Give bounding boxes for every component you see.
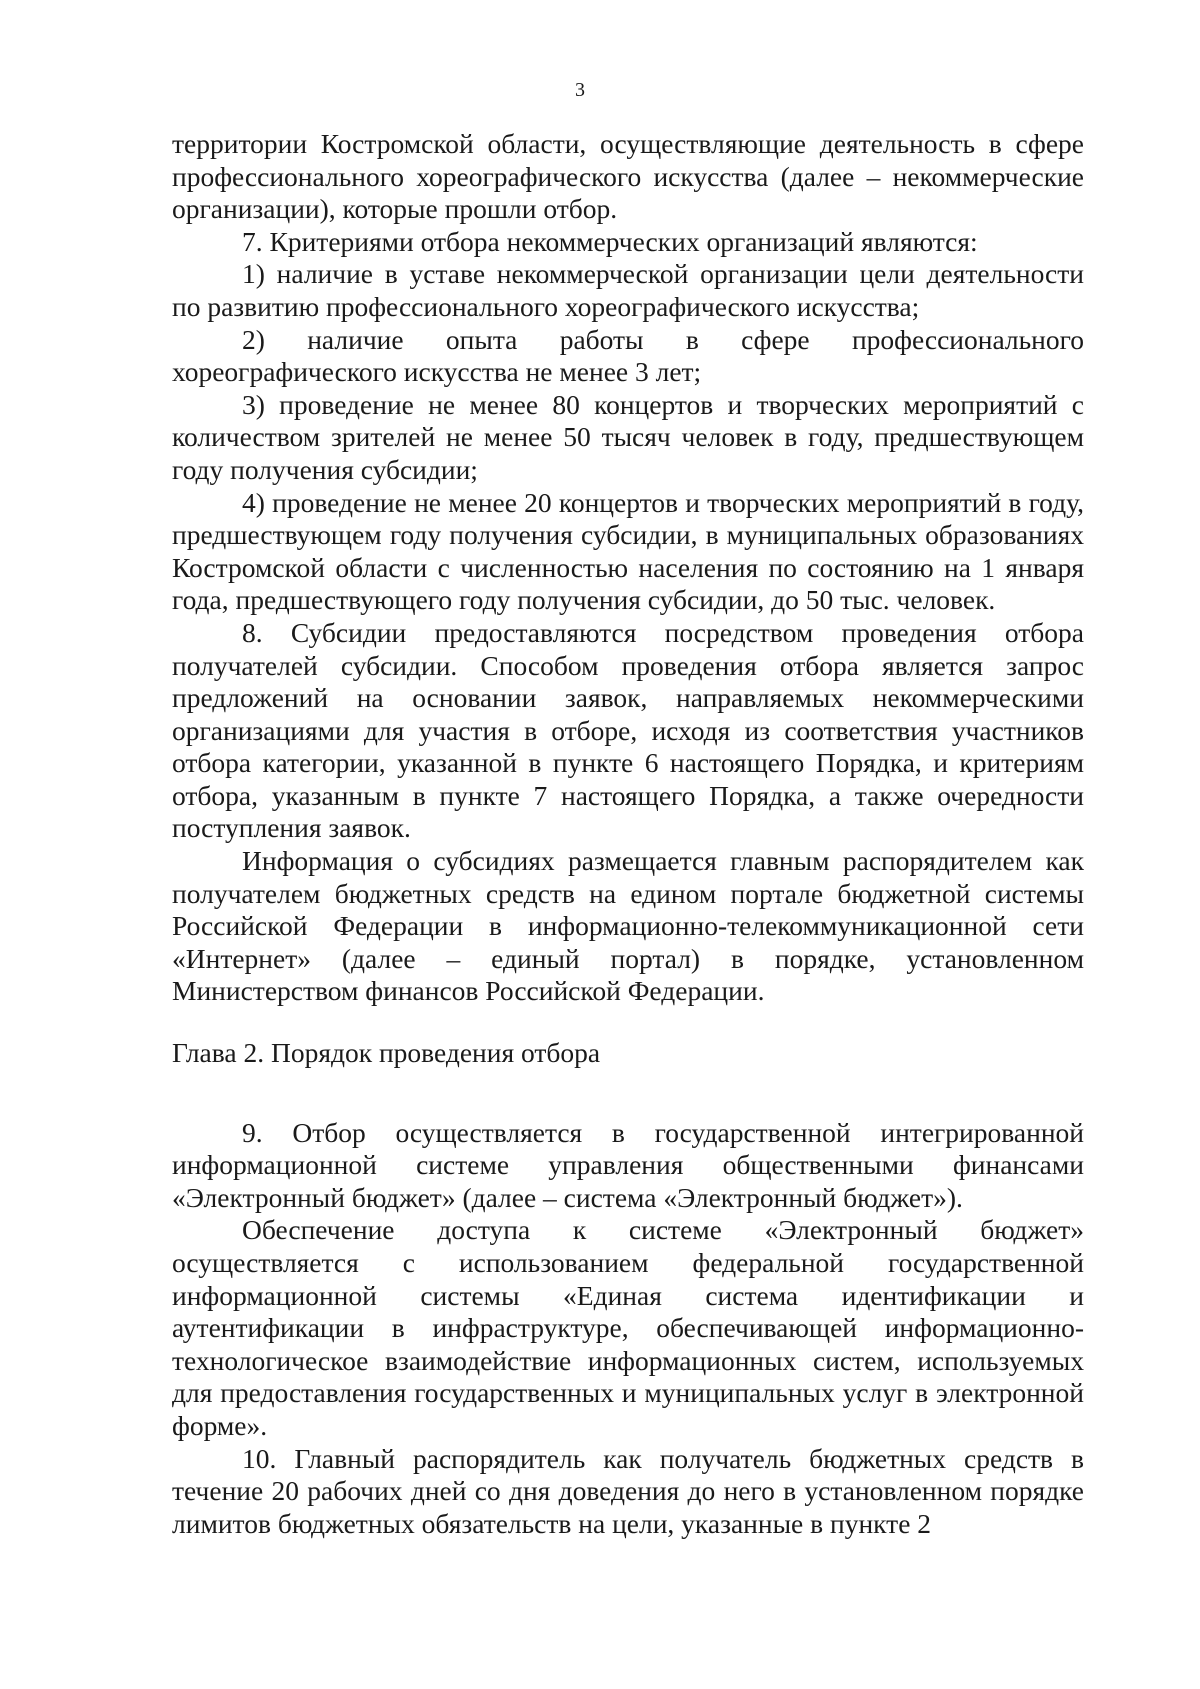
criterion-1: 1) наличие в уставе некоммерческой организации цели деятельности по развитию профессионального хореографического искусства; [172, 258, 1084, 322]
paragraph-continuation: территории Костромской области, осуществляющие деятельность в сфере профессионального хореографического искусства (далее – некоммерческие организации), которые прошли отбор. [172, 128, 1084, 225]
criterion-3: 3) проведение не менее 80 концертов и творческих мероприятий с количеством зрителей не менее 50 тысяч человек в году, предшествующем году получения субсидии; [172, 388, 1084, 485]
paragraph-subsidy-info: Информация о субсидиях размещается главным распорядителем как получателем бюджетных средств на едином портале бюджетной системы Российской Федерации в информационно-телекоммуникационной сети «Интернет» (далее – единый портал) в порядке, установленном Министерством финансов Российской Федерации. [172, 845, 1084, 1007]
criterion-2: 2) наличие опыта работы в сфере профессионального хореографического искусства не менее 3 лет; [172, 323, 1084, 388]
paragraph-9: 9. Отбор осуществляется в государственной интегрированной информационной системе управления общественными финансами «Электронный бюджет» (далее – система «Электронный бюджет»). [172, 1116, 1084, 1213]
paragraph-10: 10. Главный распорядитель как получатель бюджетных средств в течение 20 рабочих дней со дня доведения до него в установленном порядке лимитов бюджетных обязательств на цели, указанные в пункте 2 [172, 1442, 1084, 1539]
paragraph-7: 7. Критериями отбора некоммерческих организаций являются: [242, 225, 978, 257]
document-body [172, 128, 1084, 1540]
paragraph-8: 8. Субсидии предоставляются посредством проведения отбора получателей субсидии. Способом проведения отбора является запрос предложений на основании заявок, направляемых некоммерческими организациями для участия в отборе, исходя из соответствия участников отбора категории, указанной в пункте 6 настоящего Порядка, и критериям отбора, указанным в пункте 7 настоящего Порядка, а также очередности поступления заявок. [172, 616, 1084, 844]
paragraph-access: Обеспечение доступа к системе «Электронный бюджет» осуществляется с использованием федеральной государственной информационной системы «Единая система идентификации и аутентификации в инфраструктуре, обеспечивающей информационно-технологическое взаимодействие информационных систем, используемых для предоставления государственных и муниципальных услуг в электронной форме». [172, 1214, 1084, 1441]
chapter-heading: Глава 2. Порядок проведения отбора [172, 1037, 601, 1069]
criterion-4: 4) проведение не менее 20 концертов и творческих мероприятий в году, предшествующем году получения субсидии, в муниципальных образованиях Костромской области с численностью населения по состоянию на 1 января года, предшествующего году получения субсидии, до 50 тыс. человек. [172, 486, 1084, 616]
page-number: 3 [575, 79, 585, 101]
